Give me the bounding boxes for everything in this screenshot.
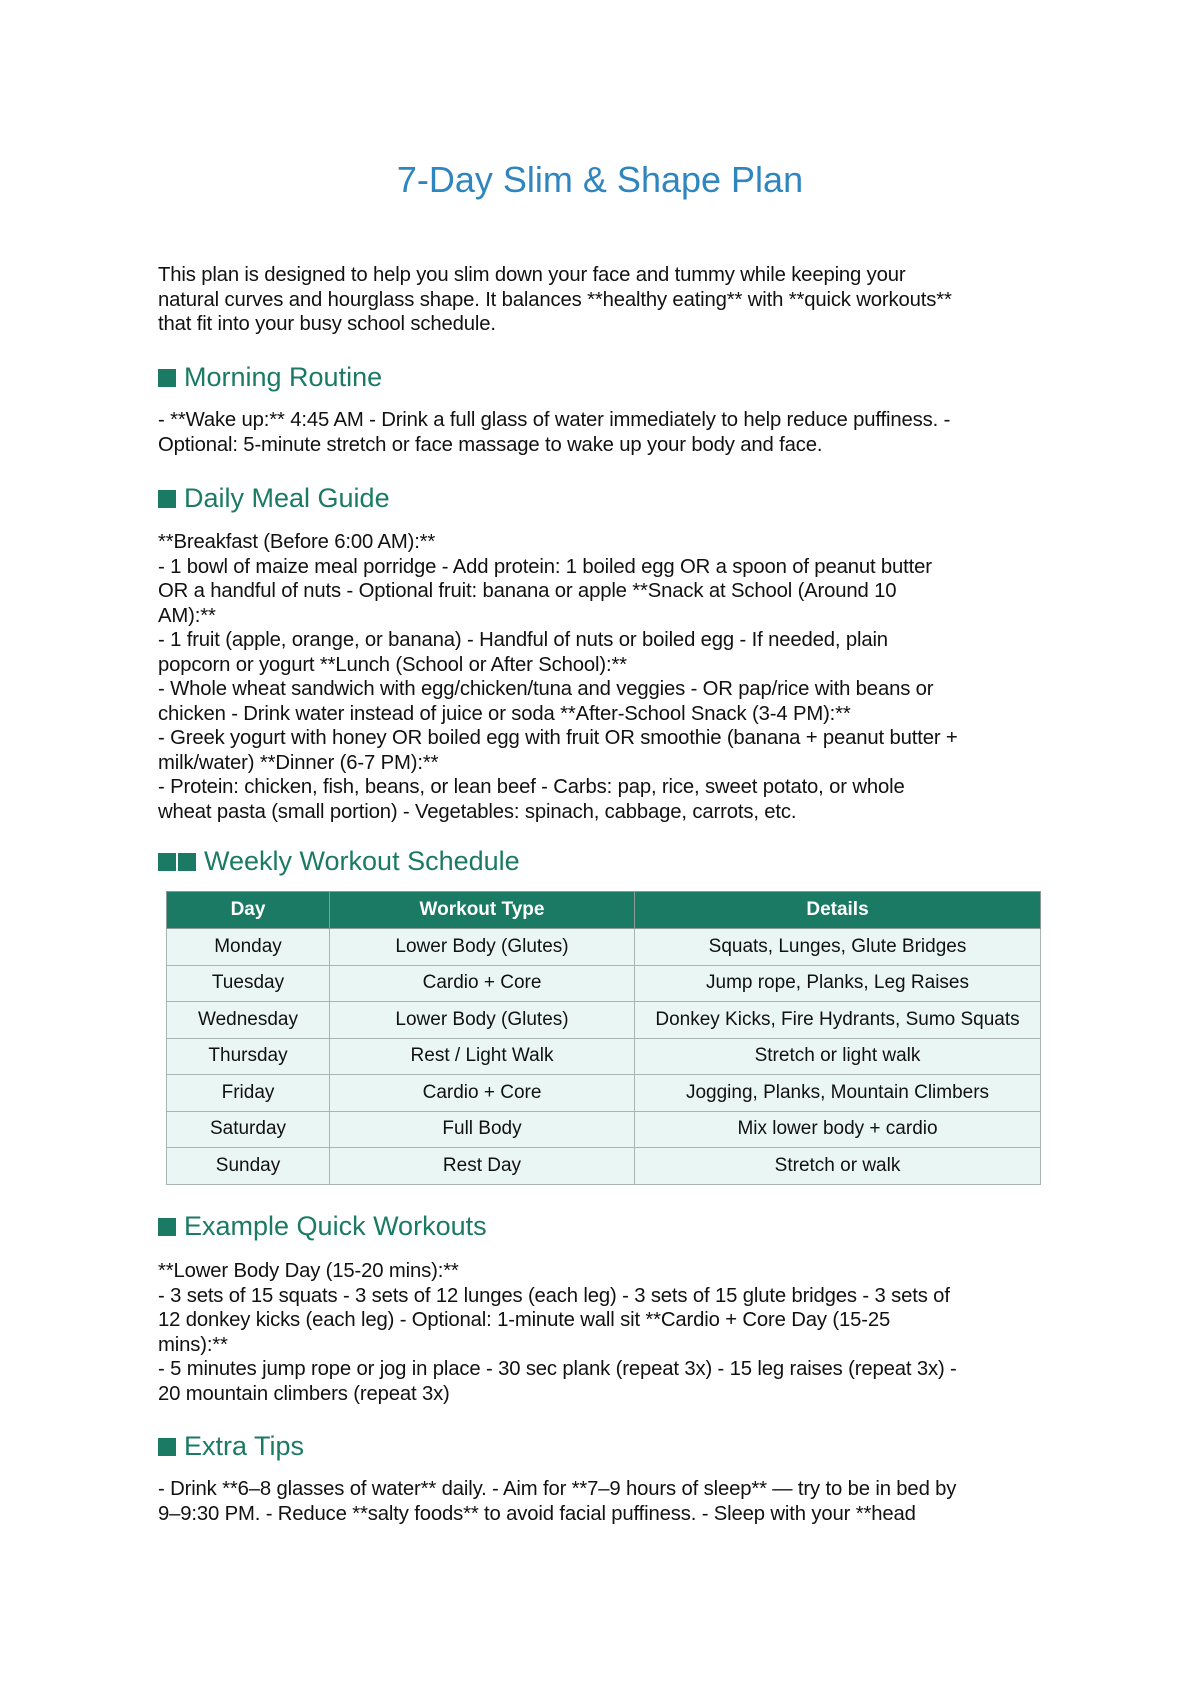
square-bullet-icon bbox=[158, 1438, 176, 1456]
square-bullet-icon bbox=[158, 369, 176, 387]
intro-line: that fit into your busy school schedule. bbox=[158, 313, 496, 335]
intro-line: This plan is designed to help you slim down your face and tummy while keeping your bbox=[158, 264, 906, 286]
workout-type-cell: Lower Body (Glutes) bbox=[330, 1002, 635, 1039]
day-cell: Tuesday bbox=[167, 965, 330, 1002]
square-bullet-icon bbox=[158, 1218, 176, 1236]
meals-paragraph bbox=[158, 530, 1058, 824]
table-header-row bbox=[167, 892, 1041, 929]
square-bullet-icon bbox=[158, 490, 176, 508]
workout-type-cell: Full Body bbox=[330, 1111, 635, 1148]
section-heading-text: Example Quick Workouts bbox=[184, 1211, 487, 1241]
section-heading-text: Extra Tips bbox=[184, 1431, 305, 1461]
meals-line: - 1 fruit (apple, orange, or banana) - Handful of nuts or boiled egg - If needed, plain bbox=[158, 629, 888, 651]
details-cell: Jogging, Planks, Mountain Climbers bbox=[635, 1075, 1041, 1112]
meals-line: OR a handful of nuts - Optional fruit: banana or apple **Snack at School (Around 10 bbox=[158, 580, 897, 602]
square-bullet-icon bbox=[178, 853, 196, 871]
tips-line: - Drink **6–8 glasses of water** daily. - Aim for **7–9 hours of sleep** — try to be in bed by bbox=[158, 1478, 957, 1500]
tips-line: 9–9:30 PM. - Reduce **salty foods** to avoid facial puffiness. - Sleep with your **head bbox=[158, 1502, 916, 1525]
meals-line: wheat pasta (small portion) - Vegetables: spinach, cabbage, carrots, etc. bbox=[158, 800, 797, 823]
meals-line: AM):** bbox=[158, 604, 216, 627]
morning-line: - **Wake up:** 4:45 AM - Drink a full glass of water immediately to help reduce puffiness. - bbox=[158, 409, 951, 431]
table-row bbox=[167, 929, 1041, 966]
section-heading-text: Daily Meal Guide bbox=[184, 483, 390, 513]
quick-line: mins):** bbox=[158, 1333, 228, 1356]
column-header-workout-type: Workout Type bbox=[330, 892, 635, 929]
morning-paragraph bbox=[158, 408, 1058, 457]
table-row bbox=[167, 1075, 1041, 1112]
details-cell: Jump rope, Planks, Leg Raises bbox=[635, 965, 1041, 1002]
quick-line: **Lower Body Day (15-20 mins):** bbox=[158, 1260, 459, 1282]
intro-line: natural curves and hourglass shape. It balances **healthy eating** with **quick workouts** bbox=[158, 288, 952, 311]
quick-line: - 3 sets of 15 squats - 3 sets of 12 lunges (each leg) - 3 sets of 15 glute bridges - 3 sets of bbox=[158, 1284, 950, 1307]
section-heading-schedule bbox=[158, 845, 520, 877]
quick-workouts-paragraph bbox=[158, 1259, 1058, 1406]
section-heading-morning bbox=[158, 361, 382, 393]
workout-type-cell: Cardio + Core bbox=[330, 965, 635, 1002]
meals-line: - 1 bowl of maize meal porridge - Add protein: 1 boiled egg OR a spoon of peanut butter bbox=[158, 555, 932, 578]
page-title: 7-Day Slim & Shape Plan bbox=[396, 159, 804, 200]
square-bullet-icon bbox=[158, 853, 176, 871]
section-heading-meals bbox=[158, 482, 390, 514]
workout-type-cell: Rest Day bbox=[330, 1148, 635, 1185]
section-heading-text: Weekly Workout Schedule bbox=[204, 846, 520, 876]
meals-line: chicken - Drink water instead of juice or soda **After-School Snack (3-4 PM):** bbox=[158, 702, 851, 725]
meals-line: **Breakfast (Before 6:00 AM):** bbox=[158, 531, 436, 553]
details-cell: Stretch or light walk bbox=[635, 1038, 1041, 1075]
meals-line: - Whole wheat sandwich with egg/chicken/tuna and veggies - OR pap/rice with beans or bbox=[158, 678, 934, 700]
workout-type-cell: Cardio + Core bbox=[330, 1075, 635, 1112]
details-cell: Donkey Kicks, Fire Hydrants, Sumo Squats bbox=[635, 1002, 1041, 1039]
quick-line: - 5 minutes jump rope or jog in place - 30 sec plank (repeat 3x) - 15 leg raises (repeat 3x) - bbox=[158, 1358, 957, 1380]
quick-line: 20 mountain climbers (repeat 3x) bbox=[158, 1382, 450, 1405]
section-heading-quick-workouts bbox=[158, 1210, 487, 1242]
meals-line: - Greek yogurt with honey OR boiled egg with fruit OR smoothie (banana + peanut butter + bbox=[158, 727, 958, 749]
day-cell: Saturday bbox=[167, 1111, 330, 1148]
details-cell: Squats, Lunges, Glute Bridges bbox=[635, 929, 1041, 966]
meals-line: popcorn or yogurt **Lunch (School or After School):** bbox=[158, 653, 627, 676]
day-cell: Monday bbox=[167, 929, 330, 966]
details-cell: Mix lower body + cardio bbox=[635, 1111, 1041, 1148]
table-row bbox=[167, 1038, 1041, 1075]
table-row bbox=[167, 1148, 1041, 1185]
section-heading-text: Morning Routine bbox=[184, 362, 383, 392]
table-row bbox=[167, 1111, 1041, 1148]
morning-line: Optional: 5-minute stretch or face massage to wake up your body and face. bbox=[158, 433, 823, 456]
column-header-day: Day bbox=[167, 892, 330, 929]
table-row bbox=[167, 965, 1041, 1002]
day-cell: Thursday bbox=[167, 1038, 330, 1075]
column-header-details: Details bbox=[635, 892, 1041, 929]
intro-paragraph bbox=[158, 263, 1058, 337]
day-cell: Sunday bbox=[167, 1148, 330, 1185]
table-row bbox=[167, 1002, 1041, 1039]
details-cell: Stretch or walk bbox=[635, 1148, 1041, 1185]
day-cell: Wednesday bbox=[167, 1002, 330, 1039]
day-cell: Friday bbox=[167, 1075, 330, 1112]
meals-line: milk/water) **Dinner (6-7 PM):** bbox=[158, 751, 439, 774]
section-heading-tips bbox=[158, 1430, 304, 1462]
meals-line: - Protein: chicken, fish, beans, or lean beef - Carbs: pap, rice, sweet potato, or whole bbox=[158, 776, 905, 798]
workout-schedule-table bbox=[166, 891, 1041, 1185]
workout-type-cell: Lower Body (Glutes) bbox=[330, 929, 635, 966]
tips-paragraph bbox=[158, 1477, 1058, 1526]
quick-line: 12 donkey kicks (each leg) - Optional: 1-minute wall sit **Cardio + Core Day (15-25 bbox=[158, 1309, 891, 1331]
workout-type-cell: Rest / Light Walk bbox=[330, 1038, 635, 1075]
